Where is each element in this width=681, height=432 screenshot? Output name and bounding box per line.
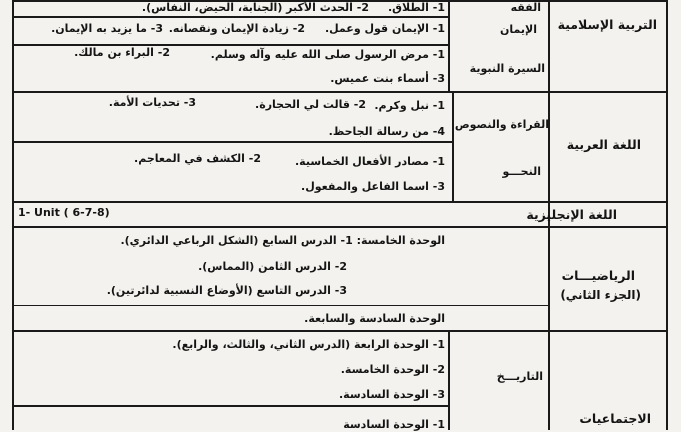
row-line [12, 226, 668, 228]
subject-math-part: (الجزء الثاني) [560, 288, 641, 302]
row-line [12, 330, 668, 332]
fiqh-item: 2- الحدث الأكبر (الجنابة، الحيض، النفاس). [141, 1, 369, 14]
topic-sira: السيرة النبوية [469, 62, 545, 75]
history-item: 3- الوحدة السادسة. [339, 388, 445, 401]
fiqh-item: 1- الطلاق. [387, 1, 445, 14]
math-extra: الوحدة السادسة والسابعة. [304, 312, 445, 325]
math-line: 2- الدرس الثامن (المماس). [198, 260, 347, 273]
subject-arabic: اللغة العربية [566, 137, 641, 152]
topic-fiqh: الفقه [510, 1, 541, 14]
history-item: 1- الوحدة الرابعة (الدرس الثاني، والثالث، والرابع). [172, 338, 445, 351]
topic-grammar: النحـــو [502, 165, 541, 178]
topic-iman: الإيمان [500, 23, 537, 36]
row-line [12, 305, 550, 306]
reading-item: 2- قالت لي الحجارة. [255, 98, 366, 111]
history-item: 1- الوحدة السادسة [343, 418, 445, 431]
topic-reading: القراءة والنصوص [454, 118, 549, 131]
math-line: الوحدة الخامسة: 1- الدرس السابع (الشكل الرباعي الدائري). [120, 234, 445, 247]
english-content: 1- Unit ( 6-7-8) [18, 206, 110, 219]
table-border-right [666, 0, 668, 430]
sira-item: 3- أسماء بنت عميس. [330, 72, 445, 85]
topic-column-divider-arabic [452, 91, 454, 201]
row-line [12, 405, 450, 407]
topic-column-divider-history [448, 330, 450, 430]
sira-item: 1- مرض الرسول صلى الله عليه وآله وسلم. [210, 48, 445, 61]
subject-math: الرياضيـــات [561, 268, 635, 283]
iman-item: 1- الإيمان قول وعمل. [324, 22, 445, 35]
sira-item: 2- البراء بن مالك. [74, 46, 170, 59]
subject-english: اللغة الإنجليزية [526, 207, 617, 222]
subject-islamic: التربية الإسلامية [557, 17, 657, 32]
iman-item: 2- زيادة الإيمان ونقصانه. [168, 22, 305, 35]
reading-item: 3- تحديات الأمة. [108, 96, 196, 109]
reading-item: 4- من رسالة الجاحظ. [328, 125, 445, 138]
row-line [12, 16, 450, 18]
topic-history: التاريـــخ [496, 370, 543, 383]
table-border-left [12, 0, 14, 430]
row-line [12, 91, 668, 93]
history-item: 2- الوحدة الخامسة. [340, 363, 445, 376]
grammar-item: 3- اسما الفاعل والمفعول. [301, 180, 445, 193]
math-line: 3- الدرس التاسع (الأوضاع النسبية لدائرتين). [106, 284, 347, 297]
subject-social: الاجتماعيات [579, 411, 651, 426]
reading-item: 1- نبل وكرم. [374, 99, 445, 112]
iman-item: 3- ما يزيد به الإيمان. [51, 22, 163, 35]
grammar-item: 1- مصادر الأفعال الخماسية. [294, 155, 445, 168]
grammar-item: 2- الكشف في المعاجم. [134, 152, 261, 165]
row-line [12, 141, 454, 143]
row-line [12, 201, 668, 203]
